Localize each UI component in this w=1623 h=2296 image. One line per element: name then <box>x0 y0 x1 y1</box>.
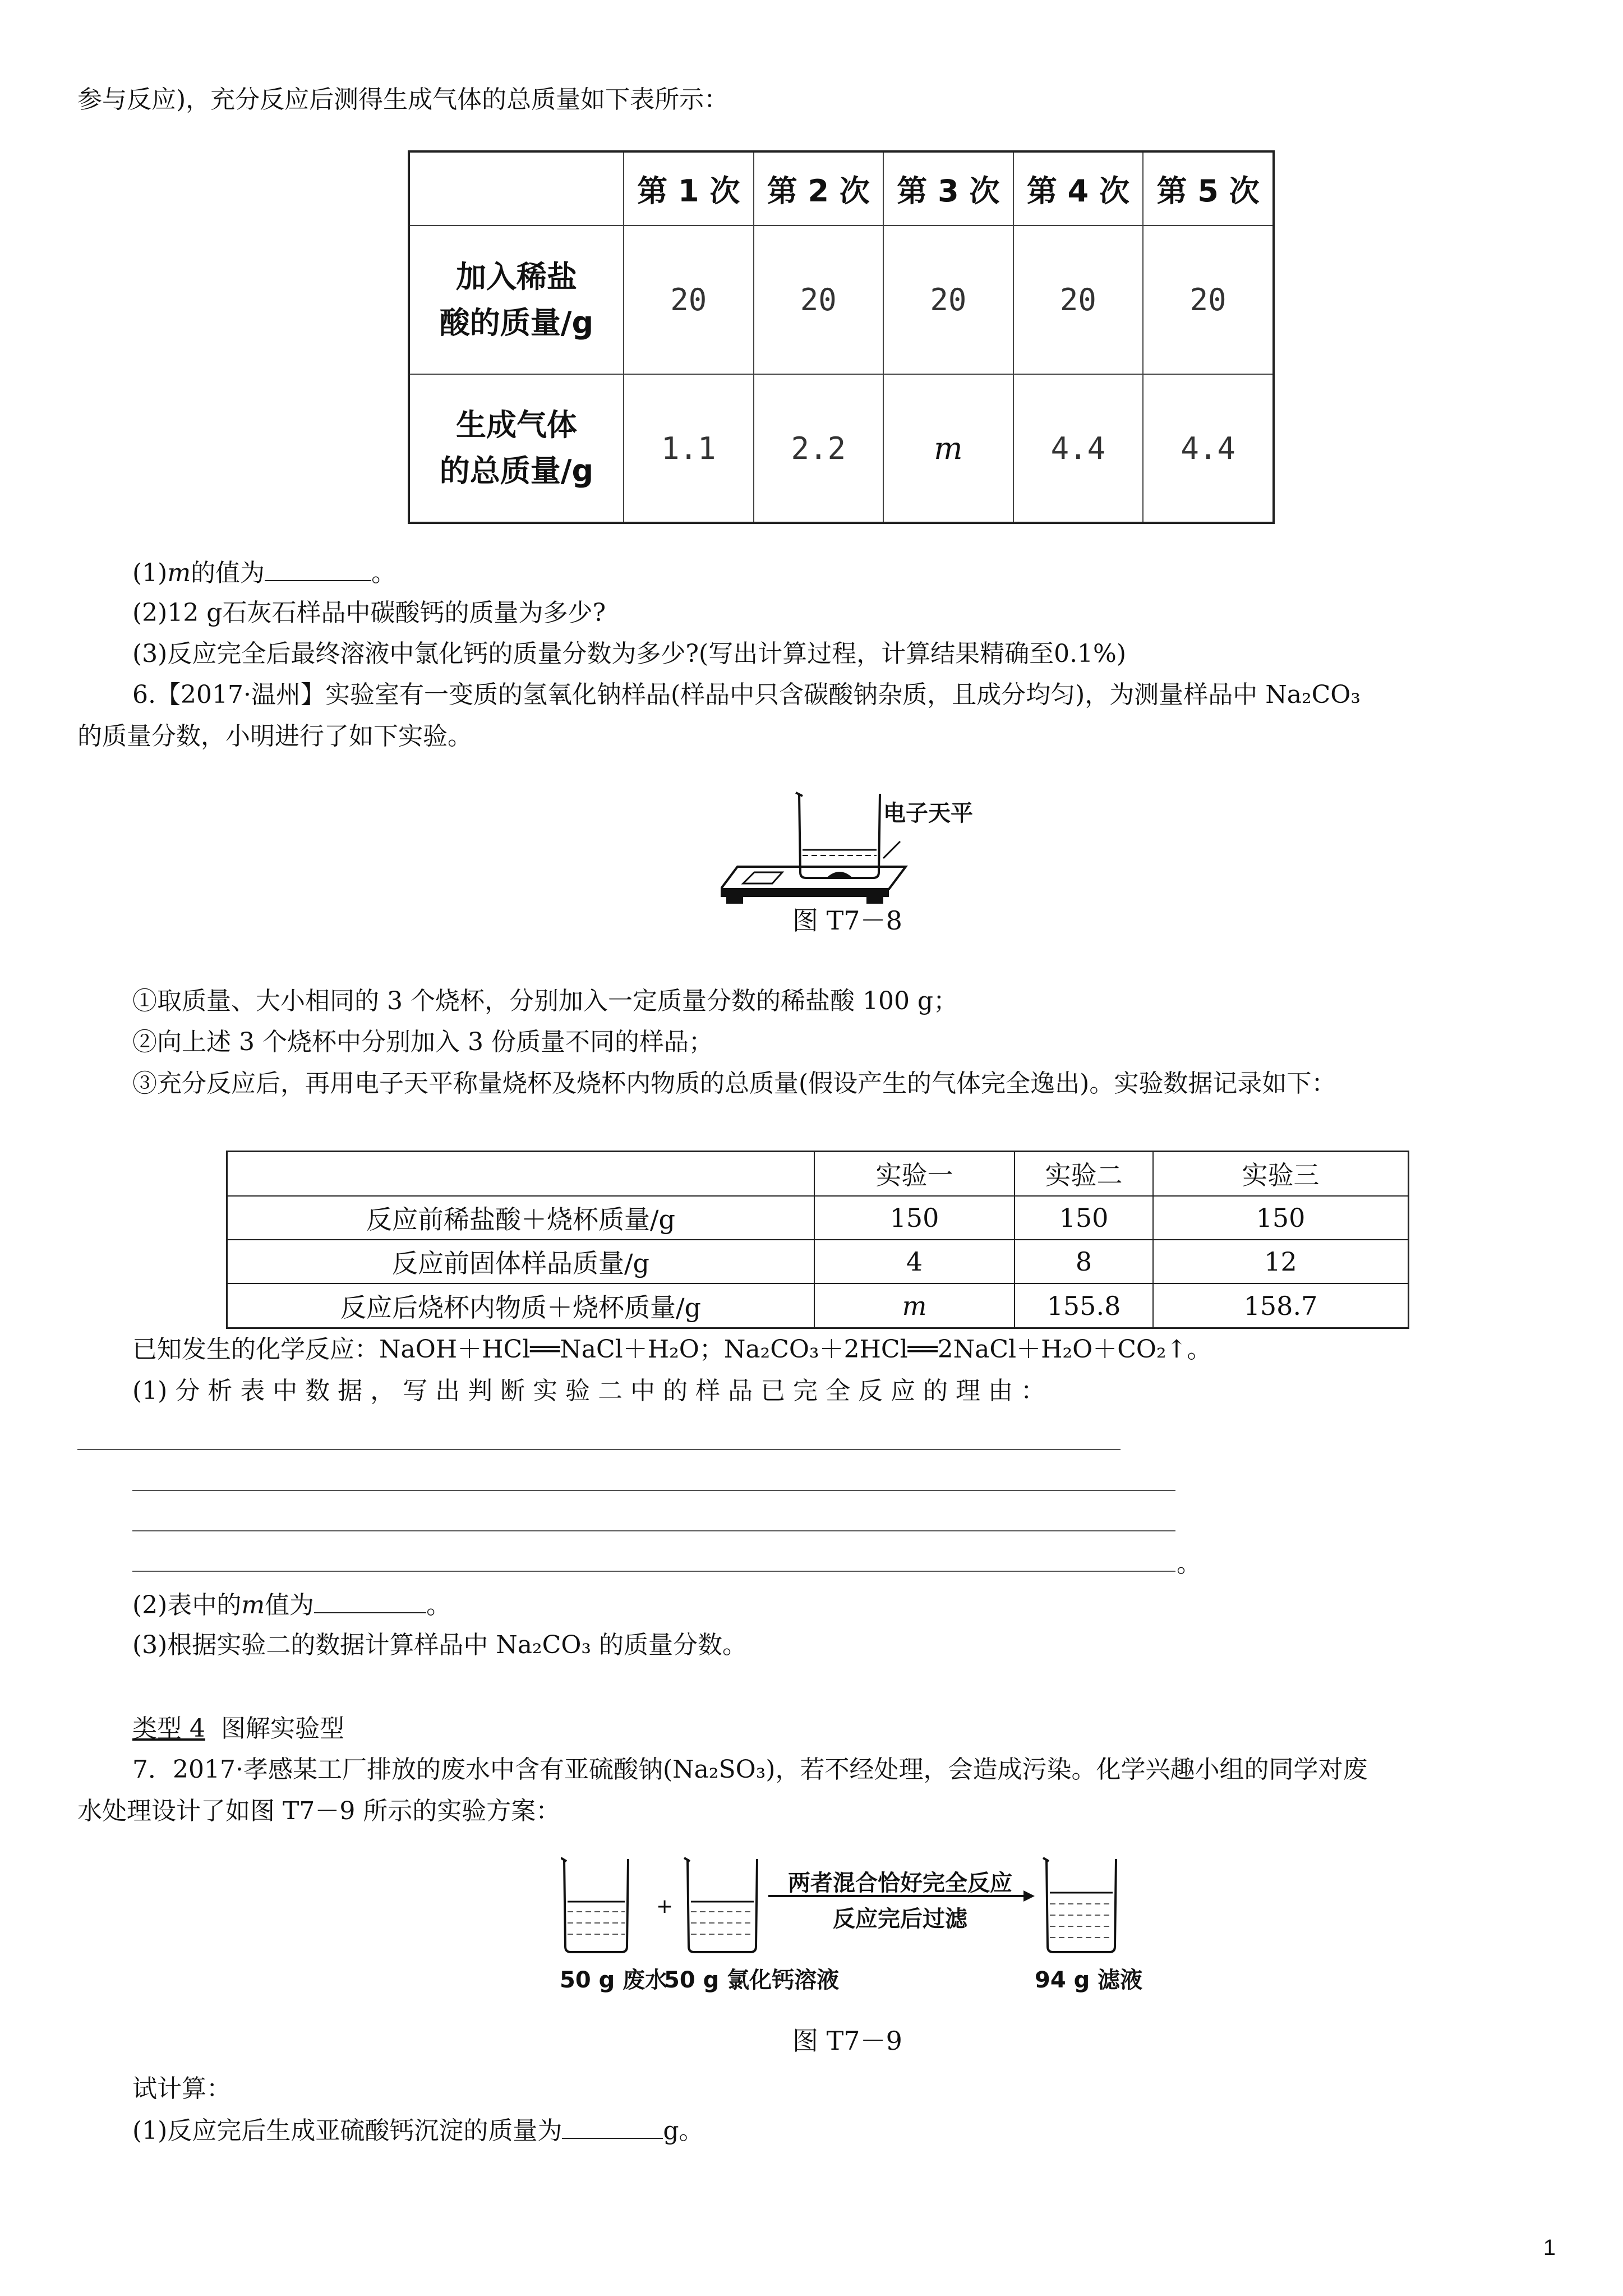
calc-prompt: 试计算： <box>132 2074 231 2103</box>
table-header: 实验三 <box>1153 1152 1409 1196</box>
answer-line[interactable] <box>132 1490 1175 1491</box>
table-cell: 150 <box>1015 1196 1153 1240</box>
table-cell: 158.7 <box>1153 1283 1409 1328</box>
fig-label-wastewater: 50 g 废水 <box>560 1967 668 1993</box>
table-corner <box>409 151 624 226</box>
figure-caption-t7-8: 图 T7－8 <box>792 905 902 936</box>
beaker-icon <box>684 1858 757 1952</box>
table-cell: 20 <box>1013 226 1144 374</box>
q5-sub2: (2)12 g石灰石样品中碳酸钙的质量为多少? <box>132 599 606 627</box>
q7-line2: 水处理设计了如图 T7－9 所示的实验方案： <box>77 1797 561 1825</box>
row-label: 反应前固体样品质量/g <box>227 1240 815 1283</box>
table-header: 实验二 <box>1015 1152 1153 1196</box>
table-cell: m <box>814 1283 1015 1328</box>
table-cell: 4.4 <box>1143 374 1274 523</box>
q6-line2: 的质量分数，小明进行了如下实验。 <box>77 722 472 751</box>
page-number: 1 <box>1543 2235 1556 2260</box>
q6-sub2: (2)表中的m值为 。 <box>132 1588 451 1622</box>
fig-label-cacl2: 50 g 氯化钙溶液 <box>664 1967 840 1993</box>
beaker-icon <box>561 1858 628 1952</box>
q6-sub3: (3)根据实验二的数据计算样品中 Na₂CO₃ 的质量分数。 <box>132 1631 748 1659</box>
answer-blank[interactable] <box>562 2113 663 2139</box>
answer-blank[interactable] <box>314 1588 426 1613</box>
table-cell: 150 <box>1153 1196 1409 1240</box>
row-label: 反应前稀盐酸＋烧杯质量/g <box>227 1196 815 1240</box>
balance-label: 电子天平 <box>883 800 973 826</box>
reaction-equation: 已知发生的化学反应：NaOH＋HCl══NaCl＋H₂O；Na₂CO₃＋2HCl══2NaCl＋H₂O＋CO₂↑。 <box>132 1335 1212 1364</box>
q6-step3: ③充分反应后，再用电子天平称量烧杯及烧杯内物质的总质量(假设产生的气体完全逸出)。实验数据记录如下： <box>132 1069 1336 1098</box>
table-header: 第 2 次 <box>754 151 884 226</box>
experiment-table <box>226 1151 1409 1329</box>
q6-line1: 6.【2017·温州】实验室有一变质的氢氧化钠样品(样品中只含碳酸钠杂质，且成分均匀)，为测量样品中 Na₂CO₃ <box>132 680 1361 709</box>
table-cell: 20 <box>624 226 754 374</box>
table-header: 第 1 次 <box>624 151 754 226</box>
q6-step2: ②向上述 3 个烧杯中分别加入 3 份质量不同的样品； <box>132 1028 713 1056</box>
answer-line[interactable] <box>77 1449 1121 1450</box>
table-header: 第 5 次 <box>1143 151 1274 226</box>
plus-sign: + <box>656 1895 674 1918</box>
table-cell: 155.8 <box>1015 1283 1153 1328</box>
table-cell: 4.4 <box>1013 374 1144 523</box>
answer-blank[interactable] <box>265 555 371 581</box>
arrow-label-bottom: 反应完后过滤 <box>833 1906 967 1932</box>
table-cell: 20 <box>883 226 1013 374</box>
table-corner <box>227 1152 815 1196</box>
q7-sub1: (1)反应完后生成亚硫酸钙沉淀的质量为 g。 <box>132 2113 704 2148</box>
answer-end-mark: 。 <box>1177 1549 1201 1578</box>
fig-label-filtrate: 94 g 滤液 <box>1035 1967 1143 1993</box>
table-cell: 8 <box>1015 1240 1153 1283</box>
table-cell: 4 <box>814 1240 1015 1283</box>
q5-sub3: (3)反应完全后最终溶液中氯化钙的质量分数为多少?(写出计算过程，计算结果精确至0.1%) <box>132 639 1127 668</box>
table-cell: 2.2 <box>754 374 884 523</box>
beaker-icon <box>1043 1858 1116 1952</box>
beaker-icon <box>799 794 880 878</box>
gas-mass-table <box>408 150 1275 524</box>
table-cell: m <box>883 374 1013 523</box>
table-cell: 20 <box>754 226 884 374</box>
table-cell: 20 <box>1143 226 1274 374</box>
q5-sub1: (1)m的值为 。 <box>132 555 396 590</box>
q6-step1: ①取质量、大小相同的 3 个烧杯，分别加入一定质量分数的稀盐酸 100 g； <box>132 987 958 1015</box>
table-cell: 12 <box>1153 1240 1409 1283</box>
q6-sub1: (1) 分 析 表 中 数 据 ， 写 出 判 断 实 验 二 中 的 样 品 已 完 全 反 应 的 理 由 ： <box>132 1377 1045 1405</box>
answer-line[interactable] <box>132 1571 1175 1572</box>
table-header: 实验一 <box>814 1152 1015 1196</box>
table-header: 第 4 次 <box>1013 151 1144 226</box>
section-heading: 类型 4 图解实验型 <box>132 1714 344 1743</box>
table-cell: 1.1 <box>624 374 754 523</box>
figure-caption-t7-9: 图 T7－9 <box>792 2026 902 2056</box>
answer-line[interactable] <box>132 1530 1175 1531</box>
table-header: 第 3 次 <box>883 151 1013 226</box>
row-label: 生成气体 的总质量/g <box>409 374 624 523</box>
row-label: 加入稀盐 酸的质量/g <box>409 226 624 374</box>
q7-line1: 7．2017·孝感某工厂排放的废水中含有亚硫酸钠(Na₂SO₃)，若不经处理，会造成污染。化学兴趣小组的同学对废 <box>132 1755 1368 1784</box>
table-cell: 150 <box>814 1196 1015 1240</box>
intro-line: 参与反应)，充分反应后测得生成气体的总质量如下表所示： <box>77 85 729 114</box>
arrow-label-top: 两者混合恰好完全反应 <box>788 1870 1012 1896</box>
row-label: 反应后烧杯内物质＋烧杯质量/g <box>227 1283 815 1328</box>
